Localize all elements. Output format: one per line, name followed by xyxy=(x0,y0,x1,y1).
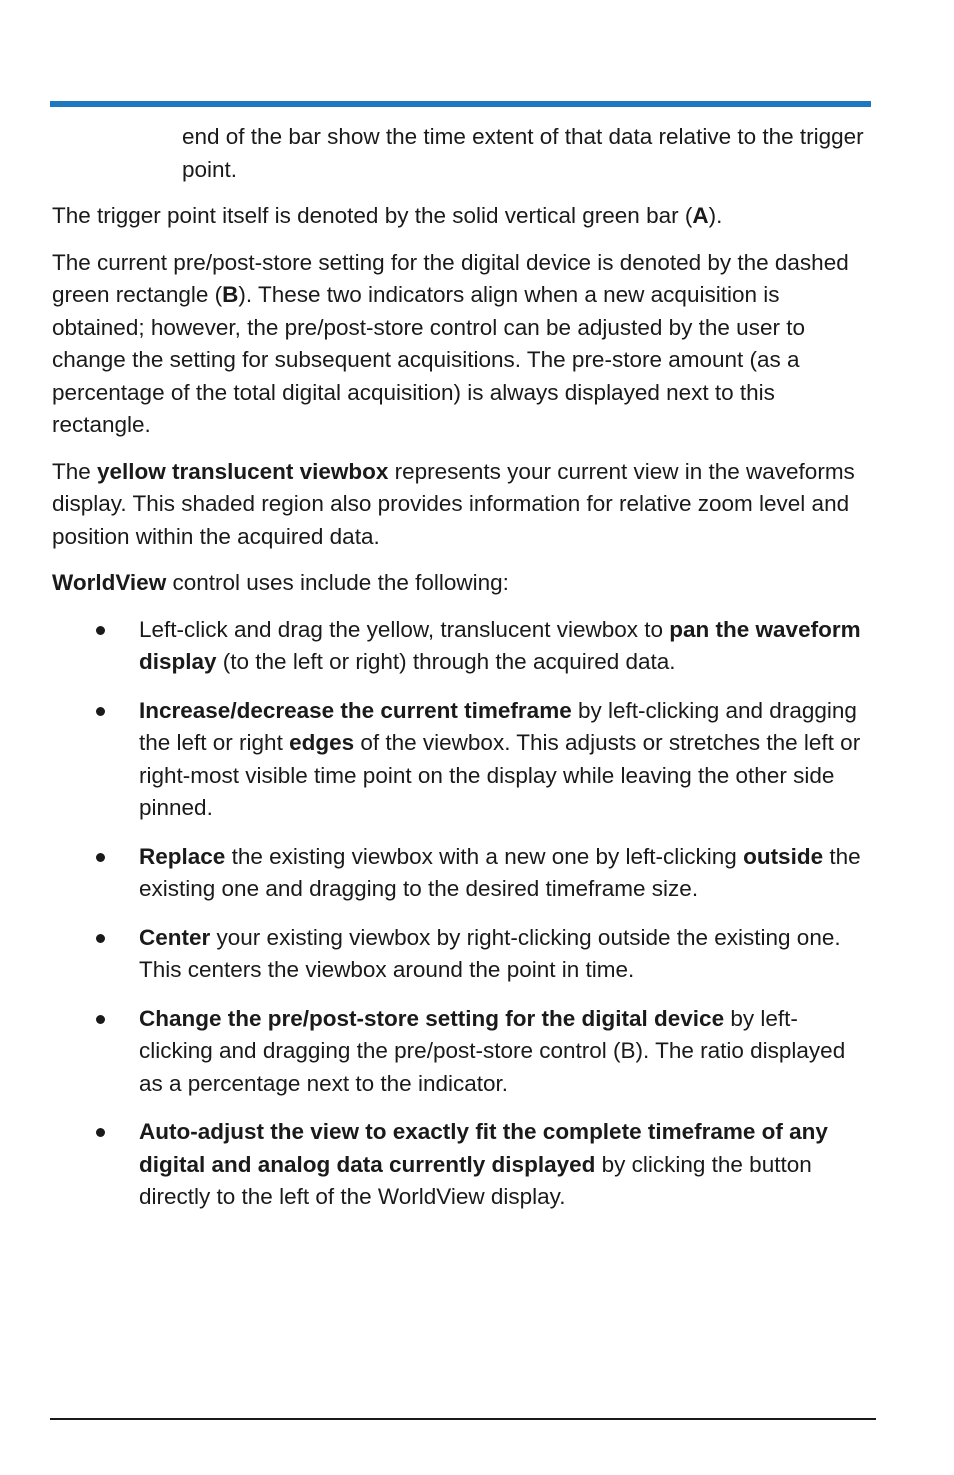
list-item-center xyxy=(52,922,867,987)
list-item-text: (to the left or right) through the acquired data. xyxy=(216,649,676,674)
uses-list xyxy=(52,614,867,1214)
bullet-icon xyxy=(96,707,105,716)
list-item-bold: Auto-adjust the view to exactly fit the complete timeframe of any digital and analog data currently displayed xyxy=(139,1119,828,1177)
footer-rule xyxy=(50,1418,876,1420)
continuation-paragraph xyxy=(52,121,867,186)
list-item-text: your existing viewbox by right-clicking outside the existing one. This centers the viewbox around the point in time. xyxy=(139,924,841,982)
list-item-bold: Change the pre/post-store setting for the digital device xyxy=(139,1005,725,1031)
list-item-replace xyxy=(52,841,867,906)
list-item-text: Left-click and drag the yellow, translucent viewbox to xyxy=(139,616,670,642)
uses-intro-paragraph xyxy=(52,567,867,600)
list-item-auto-adjust xyxy=(52,1116,867,1214)
list-item-text: of the viewbox. This adjusts or stretches the left or right-most visible time point on the display while leaving the other side pinned. xyxy=(139,730,861,820)
viewbox-text-after: represents your current view in the waveforms display. This shaded region also provides information for relative zoom level and position within the acquired data. xyxy=(52,458,855,549)
list-item-text: the existing one and dragging to the desired timeframe size. xyxy=(139,843,861,901)
list-item-bold: Replace xyxy=(139,843,226,869)
prestore-text-before: The current pre/post-store setting for the digital device is denoted by the dashed green rectangle ( xyxy=(52,249,849,307)
viewbox-text-before: The xyxy=(52,458,98,484)
list-item-text: by left-clicking and dragging the left or right xyxy=(139,697,857,755)
list-item-text: by clicking the button directly to the left of the WorldView display. xyxy=(139,1151,812,1209)
list-item-text: by left-clicking and dragging the pre/post-store control (B). The ratio displayed as a percentage next to the indicator. xyxy=(139,1005,846,1096)
list-item-bold: Center xyxy=(139,924,211,950)
trigger-label-a: A xyxy=(692,203,709,228)
list-item-bold: pan the waveform display xyxy=(139,616,861,674)
worldview-term: WorldView xyxy=(52,570,167,595)
uses-intro-text: control uses include the following: xyxy=(166,570,509,595)
trigger-text-before: The trigger point itself is denoted by the solid vertical green bar ( xyxy=(52,203,693,228)
page-body xyxy=(52,121,867,1230)
bullet-icon xyxy=(96,626,105,635)
viewbox-paragraph xyxy=(52,456,867,554)
prestore-text-after: ). These two indicators align when a new acquisition is obtained; however, the pre/post-store control can be adjusted by the user to change the setting for subsequent acquisitions. The pre-store amount (as a percentage of the total digital acquisition) is always displayed next to this rectangle. xyxy=(52,282,805,437)
bullet-icon xyxy=(96,1128,105,1137)
viewbox-term: yellow translucent viewbox xyxy=(97,458,389,484)
prestore-label-b: B xyxy=(222,282,239,307)
bullet-icon xyxy=(96,934,105,943)
list-item-pan xyxy=(52,614,867,679)
list-item-timeframe xyxy=(52,695,867,825)
prestore-paragraph xyxy=(52,247,867,442)
list-item-bold: Increase/decrease the current timeframe xyxy=(139,697,572,723)
bullet-icon xyxy=(96,1015,105,1024)
continuation-text: end of the bar show the time extent of that data relative to the trigger point. xyxy=(182,124,864,182)
list-item-prestore xyxy=(52,1003,867,1101)
list-item-text: the existing viewbox with a new one by left-clicking xyxy=(225,843,744,869)
bullet-icon xyxy=(96,853,105,862)
list-item-bold: outside xyxy=(743,843,824,869)
list-item-bold: edges xyxy=(289,730,355,755)
trigger-paragraph xyxy=(52,200,867,233)
trigger-text-after: ). xyxy=(708,203,723,228)
header-rule xyxy=(50,101,871,107)
